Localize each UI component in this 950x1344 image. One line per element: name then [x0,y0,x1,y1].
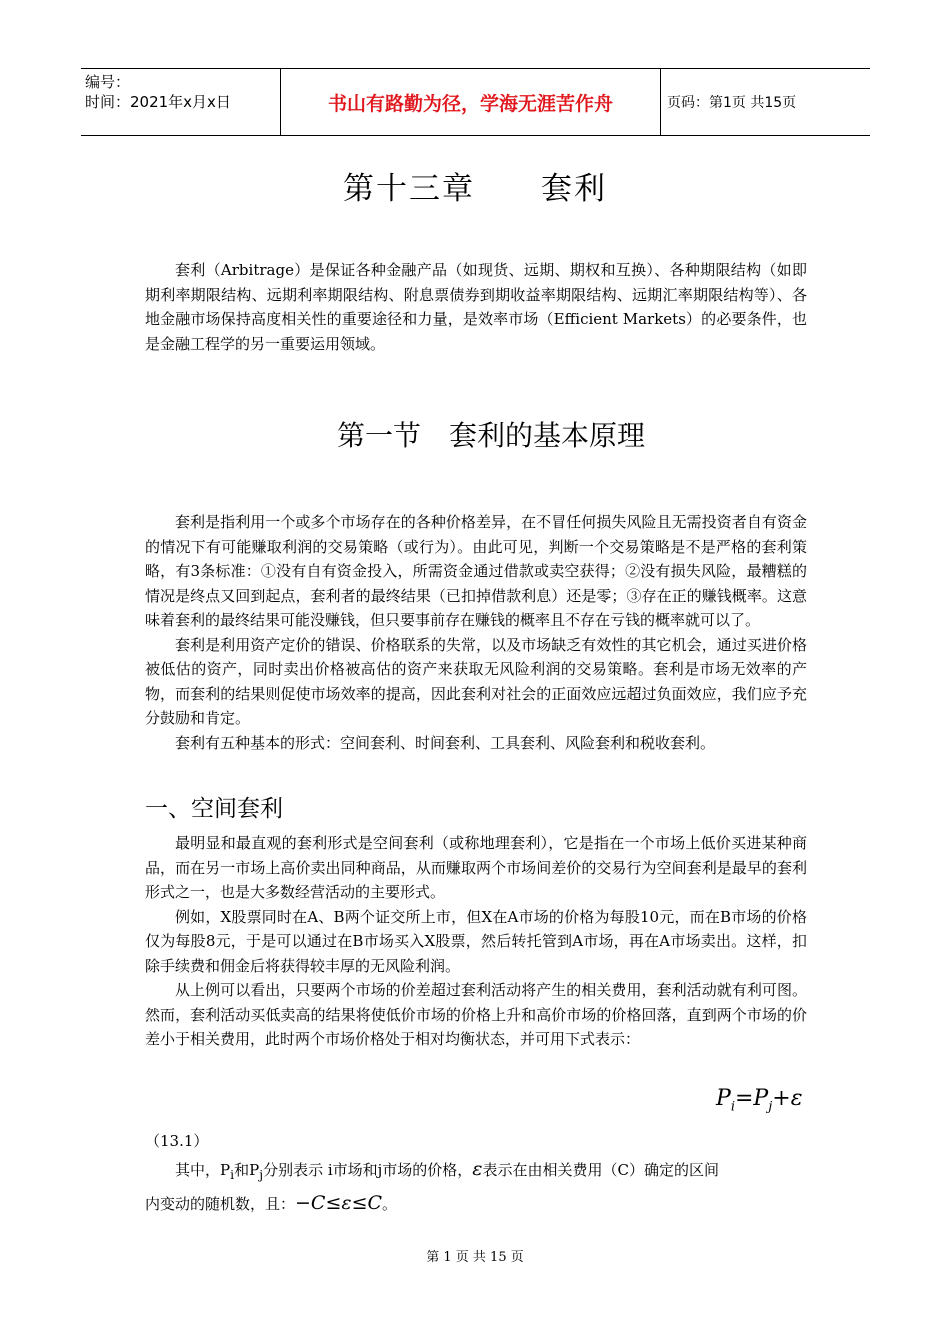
page-header [81,68,870,136]
text: 。 [382,1195,398,1213]
formula-sub-j: j [768,1099,773,1115]
section-name: 套利的基本原理 [449,419,646,452]
equation-13-1 [716,1086,803,1114]
document-number-label: 编号： [85,73,131,91]
explanation-line-2 [145,1192,807,1214]
formula-equals: = [734,1086,754,1111]
text: 内变动的随机数，且： [145,1195,296,1213]
header-page-info: 页码：第1页 共15页 [667,95,797,111]
formula-p: P [716,1086,731,1111]
paragraph: 套利是指利用一个或多个市场存在的各种价格差异，在不冒任何损失风险且无需投资者自有资金的情况下有可能赚取利润的交易策略（或行为）。由此可见，判断一个交易策略是不是严格的套利策略，有3条标准：①没有自有资金投入，所需资金通过借款或卖空获得；②没有损失风险，最糟糕的情况是终点又回到起点，套利者的最终结果（已扣掉借款利息）还是零；③存在正的赚钱概率。这意味着套利的最终结果可能没赚钱，但只要事前存在赚钱的概率且不存在亏钱的概率就可以了。 [145,513,807,629]
document-date: 时间：2021年x月x日 [85,93,231,111]
text-sub: j [259,1167,264,1182]
chapter-name: 套利 [541,171,607,207]
paragraph: 套利有五种基本的形式：空间套利、时间套利、工具套利、风险套利和税收套利。 [175,733,716,752]
formula-plus: + [772,1086,791,1111]
paragraph: 例如，X股票同时在A、B两个证交所上市，但X在A市场的价格为每股10元，而在B市场的价格仅为每股8元，于是可以通过在B市场买入X股票，然后转托管到A市场，再在A市场卖出。这样，扣除手续费和佣金后将获得较丰厚的无风险利润。 [145,907,807,975]
section-body [145,510,807,755]
text-sub: i [230,1167,235,1182]
text: 其中，P [175,1161,231,1179]
subsection-title: 一、空间套利 [145,796,283,822]
intro-paragraph: 套利（Arbitrage）是保证各种金融产品（如现货、远期、期权和互换）、各种期限结构（如即期利率期限结构、远期利率期限结构、附息票债券到期收益率期限结构、远期汇率期限结构等）、各地金融市场保持高度相关性的重要途径和力量，是效率市场（Efficient Markets）的必要条件，也是金融工程学的另一重要运用领域。 [145,261,807,353]
subsection-body [145,831,807,1052]
text: 表示在由相关费用（C）确定的区间 [482,1161,719,1179]
paragraph: 最明显和最直观的套利形式是空间套利（或称地理套利），它是指在一个市场上低价买进某种商品，而在另一市场上高价卖出同种商品，从而赚取两个市场间差价的交易行为空间套利是最早的套利形式之一，也是大多数经营活动的主要形式。 [145,834,807,901]
intro-block [145,258,807,356]
chapter-title [0,163,950,208]
range-expression: −C≤ε≤C [295,1192,383,1214]
equation-number: （13.1） [145,1132,209,1150]
header-motto: 书山有路勤为径，学海无涯苦作舟 [281,69,661,135]
text: 和P [234,1161,260,1179]
explanation-line-1 [145,1158,807,1182]
page-footer: 第 1 页 共 15 页 [426,1250,524,1265]
formula-p: P [753,1086,769,1111]
paragraph: 套利是利用资产定价的错误、价格联系的失常，以及市场缺乏有效性的其它机会，通过买进价格被低估的资产，同时卖出价格被高估的资产来获取无风险利润的交易策略。套利是市场无效率的产物，而套利的结果则促使市场效率的提高，因此套利对社会的正面效应远超过负面效应，我们应予充分鼓励和肯定。 [145,635,807,727]
epsilon-symbol: ε [472,1158,483,1180]
formula-epsilon: ε [790,1086,803,1111]
section-title [0,414,950,454]
chapter-number: 第十三章 [343,171,475,207]
paragraph: 从上例可以看出，只要两个市场的价差超过套利活动将产生的相关费用，套利活动就有利可图。然而，套利活动买低卖高的结果将使低价市场的价格上升和高价市场的价格回落，直到两个市场的价差小于相关费用，此时两个市场价格处于相对均衡状态，并可用下式表示： [145,981,807,1048]
text: 分别表示 i市场和j市场的价格， [263,1161,473,1179]
section-number: 第一节 [336,419,421,452]
formula-sub-i: i [730,1099,735,1115]
header-meta [81,69,281,135]
